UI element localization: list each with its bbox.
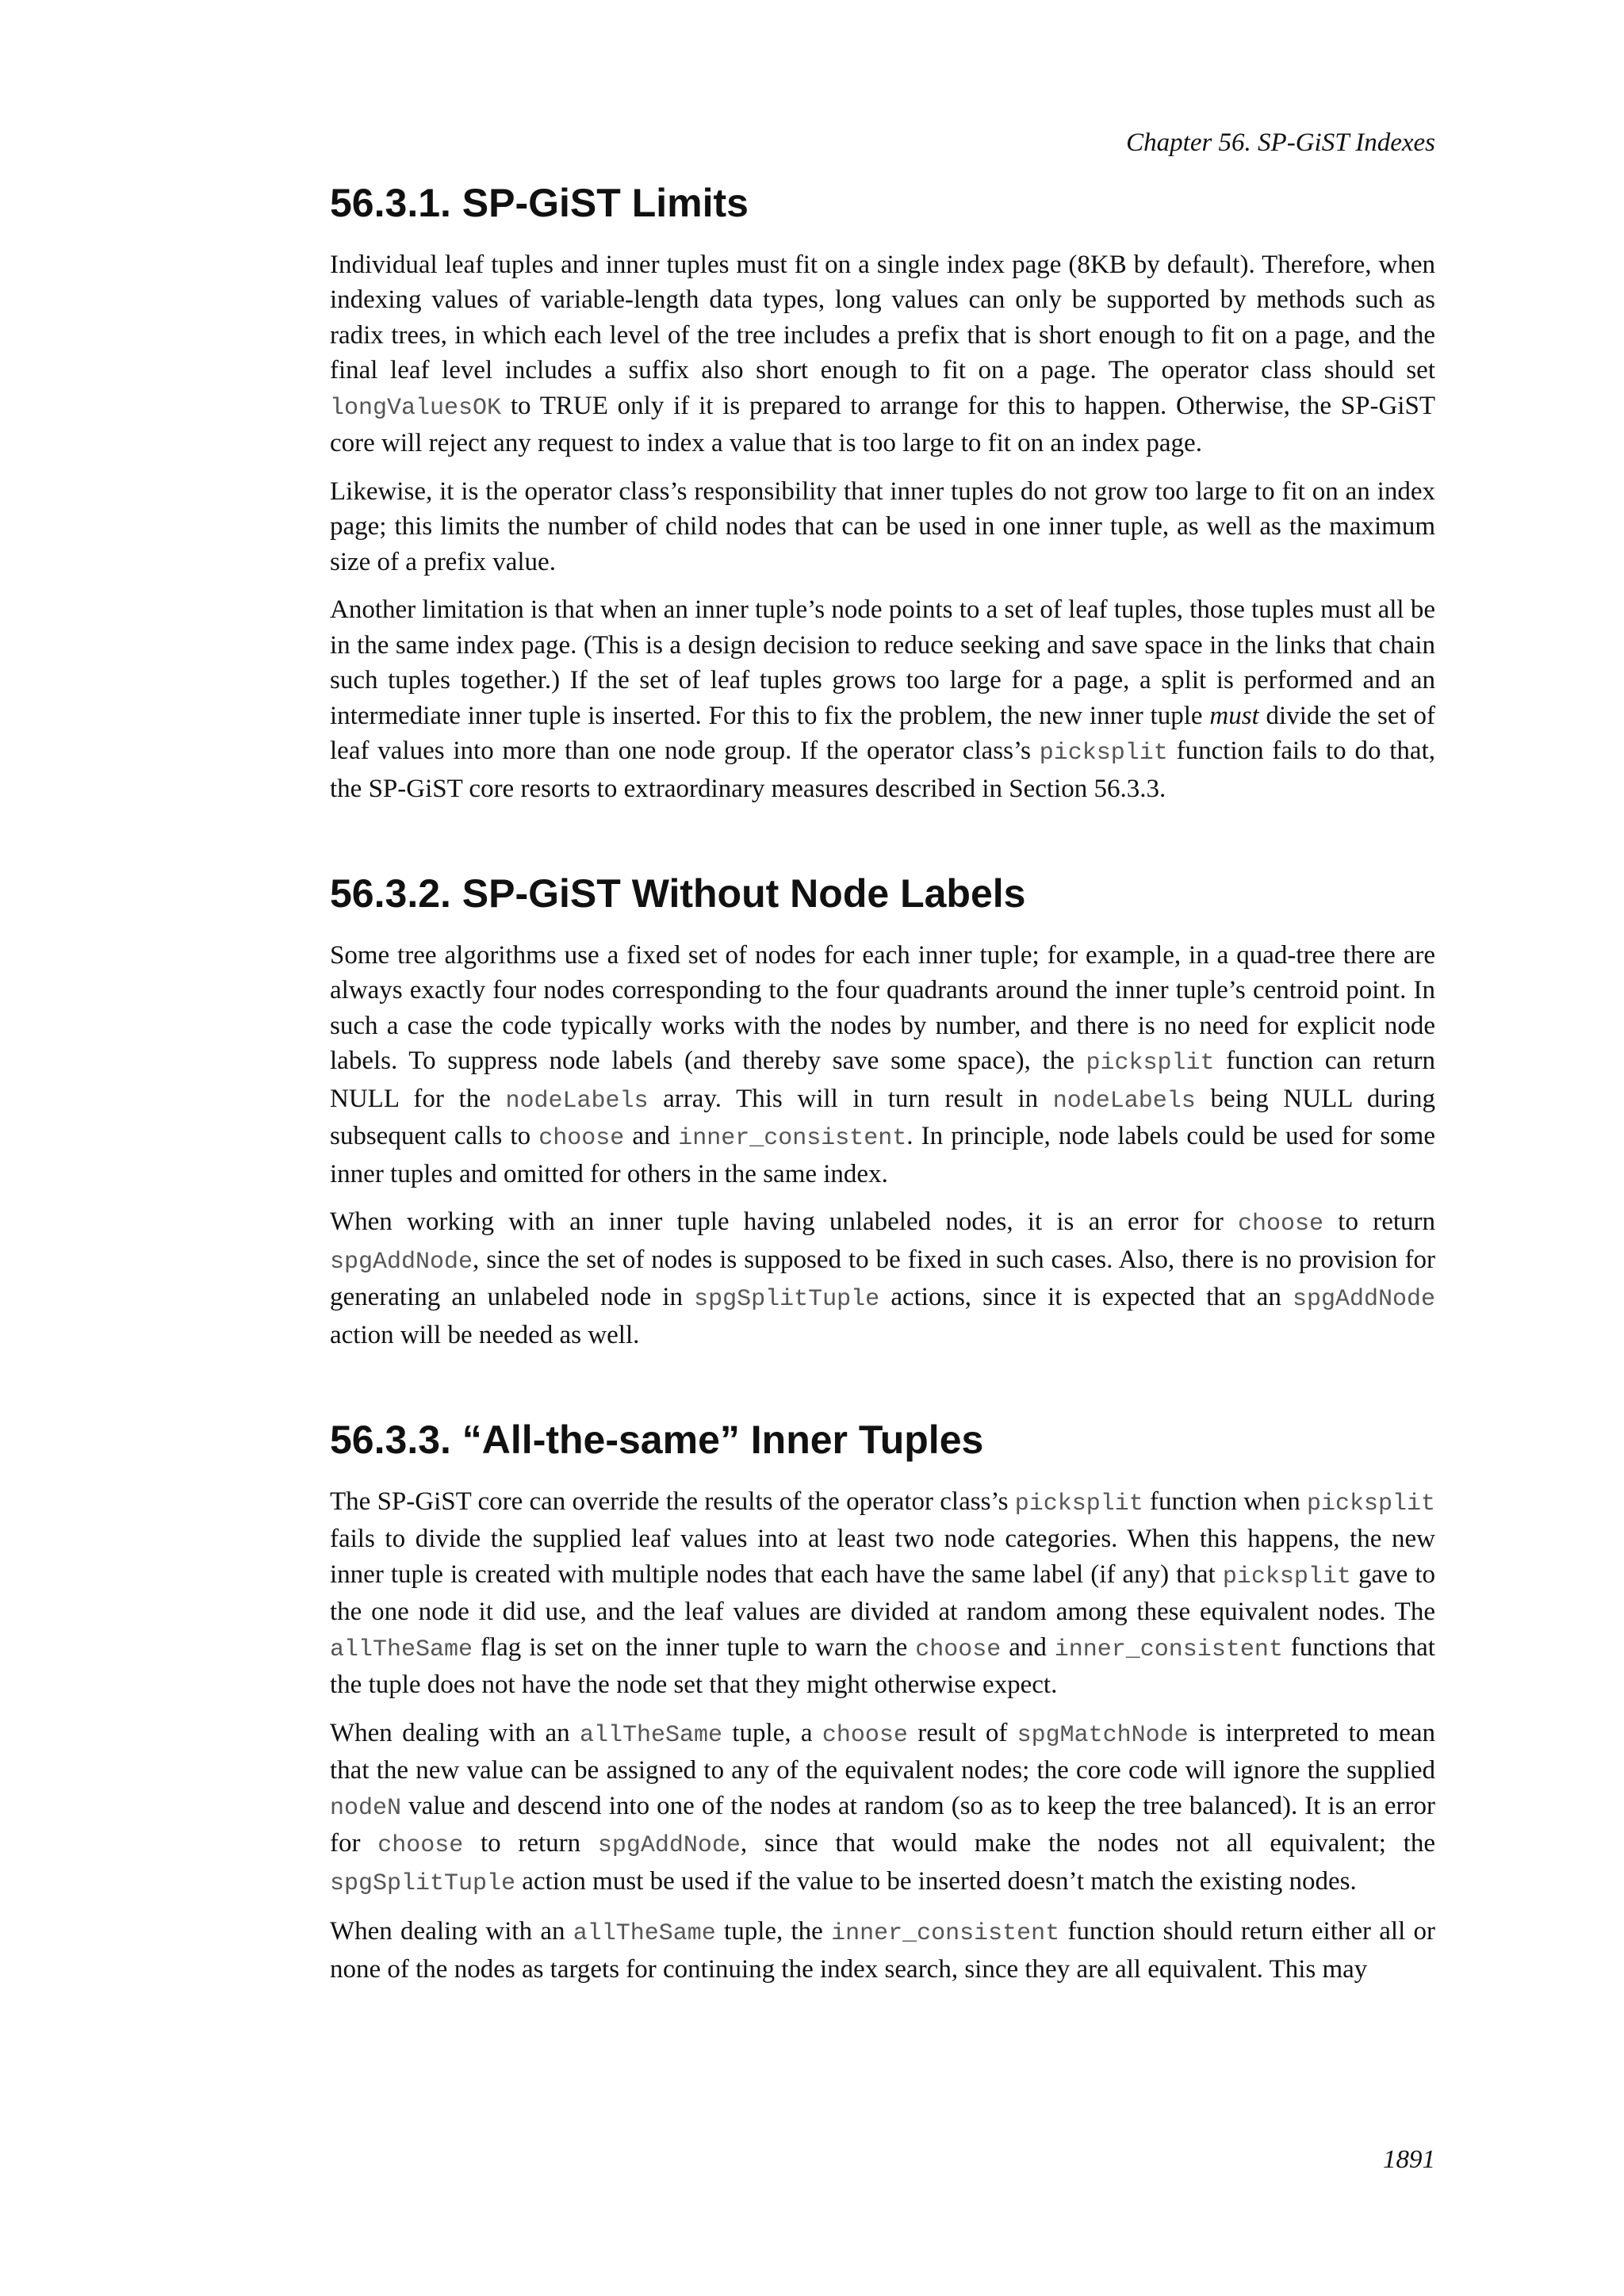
text-run: tuple, the	[715, 1917, 832, 1946]
text-run: function fails to do that, the SP-GiST core resorts to extraordinary measures described in Section 56.3.3.	[330, 737, 1435, 803]
inline-code: choose	[1238, 1211, 1324, 1238]
inline-code: inner_consistent	[831, 1920, 1060, 1947]
text-run: Likewise, it is the operator class’s responsibility that inner tuples do not grow too large to fit on an index page; this limits the number of child nodes that can be used in one inner tuple, as well as the maximum size of a prefix value.	[330, 476, 1435, 576]
paragraph	[330, 1204, 1435, 1353]
text-run: Individual leaf tuples and inner tuples must fit on a single index page (8KB by default). Therefore, when indexing values of variable-length data types, long values can only be supported by methods such as radix trees, in which each level of the tree includes a prefix that is short enough to fit on a page, and the final leaf level includes a suffix also short enough to fit on a page. The operator class should set	[330, 250, 1435, 385]
inline-code: allTheSame	[330, 1636, 473, 1663]
text-run: result of	[907, 1718, 1017, 1747]
inline-code: nodeLabels	[505, 1087, 649, 1115]
paragraph	[330, 592, 1435, 806]
inline-code: nodeN	[330, 1794, 402, 1822]
inline-code: picksplit	[1014, 1490, 1143, 1517]
inline-code: spgSplitTuple	[694, 1286, 880, 1313]
inline-code: choose	[822, 1721, 908, 1749]
paragraph	[330, 1484, 1435, 1703]
inline-code: allTheSame	[580, 1721, 723, 1749]
text-run: tuple, a	[722, 1718, 822, 1747]
text-run: gave to the one node it did use, and the leaf values are divided at random among these equivalent nodes. The	[330, 1559, 1435, 1626]
paragraph	[330, 474, 1435, 580]
text-run: function when	[1143, 1487, 1307, 1516]
page-body	[330, 181, 1435, 1999]
text-run: to return	[463, 1829, 598, 1858]
text-run: When dealing with an	[330, 1718, 580, 1747]
text-run: function should return either all or none of the nodes as targets for continuing the index search, since they are all equivalent. This may	[330, 1917, 1435, 1984]
paragraph	[330, 247, 1435, 461]
paragraph	[330, 938, 1435, 1192]
text-run: , since the set of nodes is supposed to be fixed in such cases. Also, there is no provision for generating an unlabeled node in	[330, 1245, 1435, 1311]
text-run: function can return NULL for the	[330, 1047, 1436, 1113]
section-heading: 56.3.3. “All-the-same” Inner Tuples	[330, 1418, 984, 1462]
inline-code: spgMatchNode	[1017, 1721, 1189, 1749]
text-run: is interpreted to mean that the new value can be assigned to any of the equivalent nodes; the core code will ignore the supplied	[330, 1718, 1435, 1785]
inline-code: spgSplitTuple	[330, 1869, 516, 1897]
text-run: action must be used if the value to be inserted doesn’t match the existing nodes.	[515, 1866, 1357, 1896]
text-run: Some tree algorithms use a fixed set of nodes for each inner tuple; for example, in a quad-tree there are always exactly four nodes corresponding to the four quadrants around the inner tuple’s centroid point. In such a case the code typically works with the nodes by number, and there is no need for explicit node labels. To suppress node labels (and thereby save some space), the	[330, 940, 1435, 1075]
text-run: action will be needed as well.	[330, 1320, 640, 1349]
inline-code: nodeLabels	[1052, 1087, 1196, 1115]
text-run: fails to divide the supplied leaf values into at least two node categories. When this happens, the new inner tuple is created with multiple nodes that each have the same label (if any) that	[330, 1525, 1435, 1589]
inline-code: picksplit	[1222, 1563, 1351, 1590]
emphasis-text: must	[1209, 701, 1259, 730]
text-run: array. This will in turn result in	[648, 1084, 1053, 1113]
text-run: flag is set on the inner tuple to warn the	[473, 1632, 916, 1662]
inline-code: picksplit	[1306, 1490, 1436, 1517]
inline-code: picksplit	[1086, 1050, 1215, 1077]
inline-code: inner_consistent	[678, 1125, 907, 1152]
inline-code: inner_consistent	[1054, 1636, 1283, 1663]
inline-code: spgAddNode	[597, 1832, 741, 1859]
inline-code: spgAddNode	[1292, 1286, 1435, 1313]
page-number: 1891	[1383, 2145, 1435, 2174]
section-heading: 56.3.1. SP-GiST Limits	[330, 181, 749, 225]
text-run: Another limitation is that when an inner tuple’s node points to a set of leaf tuples, those tuples must all be in the same index page. (This is a design decision to reduce seeking and save space in the links that chain such tuples together.) If the set of leaf tuples grows too large for a page, a split is performed and an intermediate inner tuple is inserted. For this to fix the problem, the new inner tuple	[330, 595, 1435, 730]
text-run: to TRUE only if it is prepared to arrange for this to happen. Otherwise, the SP-GiST core will reject any request to index a value that is too large to fit on an index page.	[330, 391, 1435, 457]
text-run: functions that the tuple does not have the node set that they might otherwise expect.	[330, 1632, 1435, 1699]
text-run: and	[624, 1122, 679, 1150]
text-run: to return	[1323, 1207, 1436, 1236]
running-header: Chapter 56. SP-GiST Indexes	[1126, 128, 1435, 157]
text-run: value and descend into one of the nodes at random (so as to keep the tree balanced). It is an error for	[330, 1791, 1435, 1858]
text-run: The SP-GiST core can override the results of the operator class’s	[330, 1487, 1015, 1516]
inline-code: spgAddNode	[330, 1248, 473, 1276]
paragraph	[330, 1716, 1435, 1902]
text-run: divide the set of leaf values into more than one node group. If the operator class’s	[330, 701, 1435, 765]
section-heading: 56.3.2. SP-GiST Without Node Labels	[330, 871, 1026, 916]
inline-code: choose	[915, 1636, 1002, 1663]
text-run: . In principle, node labels could be used for some inner tuples and omitted for others in the same index.	[330, 1122, 1435, 1188]
text-run: actions, since it is expected that an	[879, 1283, 1293, 1311]
inline-code: allTheSame	[573, 1920, 716, 1947]
text-run: When working with an inner tuple having unlabeled nodes, it is an error for	[330, 1207, 1239, 1236]
text-run: When dealing with an	[330, 1917, 573, 1946]
text-run: and	[1001, 1632, 1055, 1662]
text-run: , since that would make the nodes not all equivalent; the	[740, 1829, 1436, 1858]
inline-code: picksplit	[1039, 740, 1168, 767]
inline-code: choose	[377, 1832, 464, 1859]
text-run: being NULL during subsequent calls to	[330, 1084, 1435, 1150]
inline-code: longValuesOK	[330, 394, 502, 422]
paragraph	[330, 1914, 1435, 1987]
inline-code: choose	[538, 1125, 625, 1152]
